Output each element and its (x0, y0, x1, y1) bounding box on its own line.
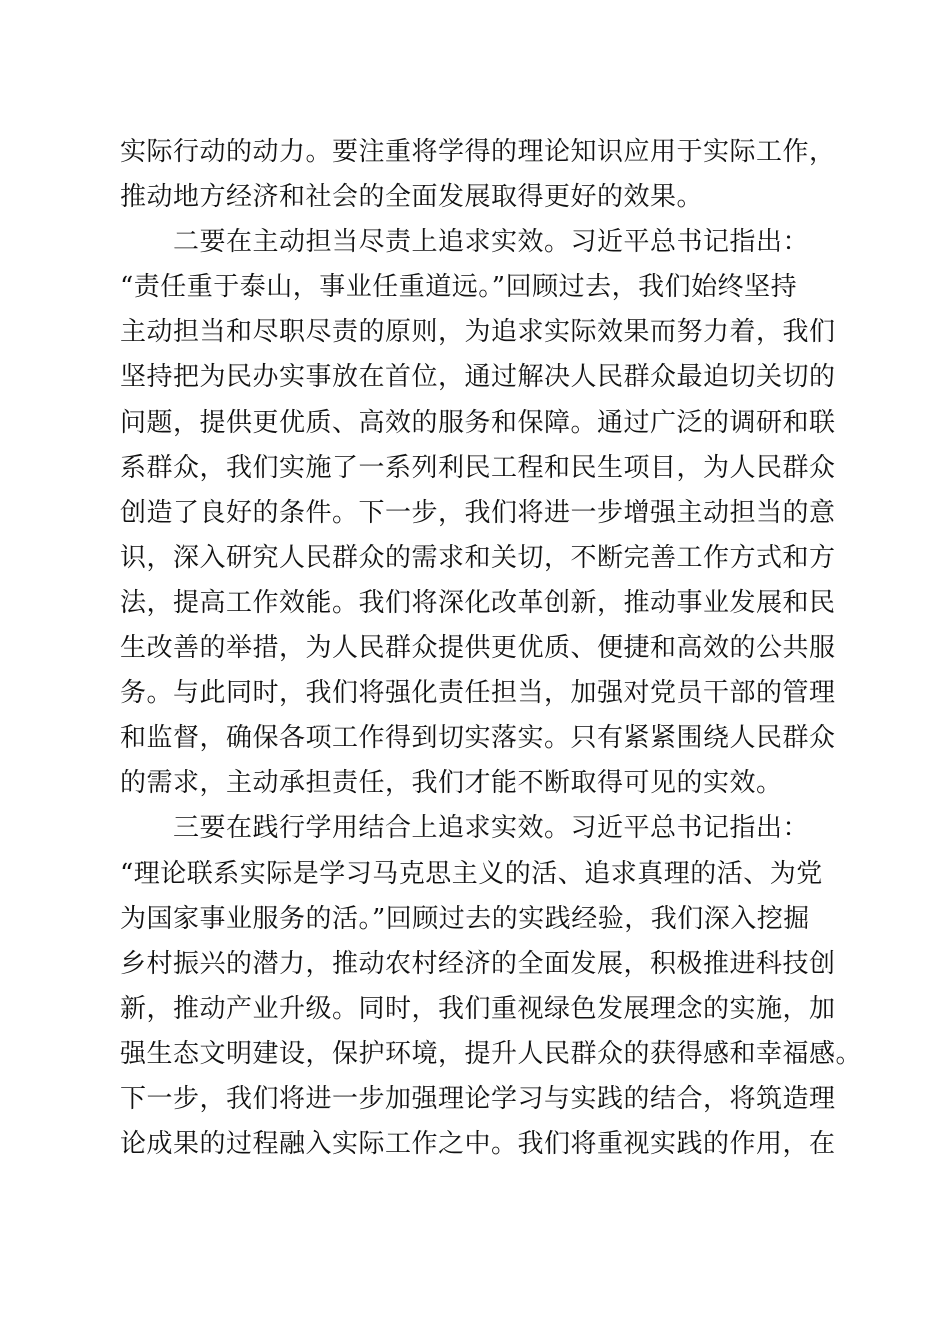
text-line: “理论联系实际是学习马克思主义的活、追求真理的活、为党 (120, 858, 823, 889)
paragraph-heading-line: 三要在践行学用结合上追求实效。习近平总书记指出： (120, 813, 810, 844)
text-line: 强生态文明建设，保护环境，提升人民群众的获得感和幸福感。 (120, 1038, 863, 1069)
text-line: 问题，提供更优质、高效的服务和保障。通过广泛的调研和联 (120, 407, 836, 438)
text-line: 的需求，主动承担责任，我们才能不断取得可见的实效。 (120, 768, 783, 799)
text-line: 创造了良好的条件。下一步，我们将进一步增强主动担当的意 (120, 497, 836, 528)
text-line: 论成果的过程融入实际工作之中。我们将重视实践的作用，在 (120, 1129, 836, 1160)
text-line: 为国家事业服务的活。”回顾过去的实践经验，我们深入挖掘 (120, 903, 810, 934)
text-line: 新，推动产业升级。同时，我们重视绿色发展理念的实施，加 (120, 993, 836, 1024)
text-line: 推动地方经济和社会的全面发展取得更好的效果。 (120, 182, 704, 213)
text-line: 乡村振兴的潜力，推动农村经济的全面发展，积极推进科技创 (120, 948, 836, 979)
text-line: 生改善的举措，为人民群众提供更优质、便捷和高效的公共服 (120, 633, 836, 664)
text-line: 和监督，确保各项工作得到切实落实。只有紧紧围绕人民群众 (120, 723, 836, 754)
text-line: 下一步，我们将进一步加强理论学习与实践的结合，将筑造理 (120, 1083, 836, 1114)
paragraph-heading-line: 二要在主动担当尽责上追求实效。习近平总书记指出： (120, 227, 810, 258)
text-line: 法，提高工作效能。我们将深化改革创新，推动事业发展和民 (120, 587, 836, 618)
text-line: 系群众，我们实施了一系列利民工程和民生项目，为人民群众 (120, 452, 836, 483)
text-line: 主动担当和尽职尽责的原则，为追求实际效果而努力着，我们 (120, 317, 836, 348)
text-line: 务。与此同时，我们将强化责任担当，加强对党员干部的管理 (120, 678, 836, 709)
text-line: 坚持把为民办实事放在首位，通过解决人民群众最迫切关切的 (120, 362, 836, 393)
text-line: 识，深入研究人民群众的需求和关切，不断完善工作方式和方 (120, 542, 836, 573)
text-line: 实际行动的动力。要注重将学得的理论知识应用于实际工作， (120, 137, 836, 167)
document-body (120, 130, 863, 1167)
text-line: “责任重于泰山，事业任重道远。”回顾过去，我们始终坚持 (120, 272, 798, 303)
